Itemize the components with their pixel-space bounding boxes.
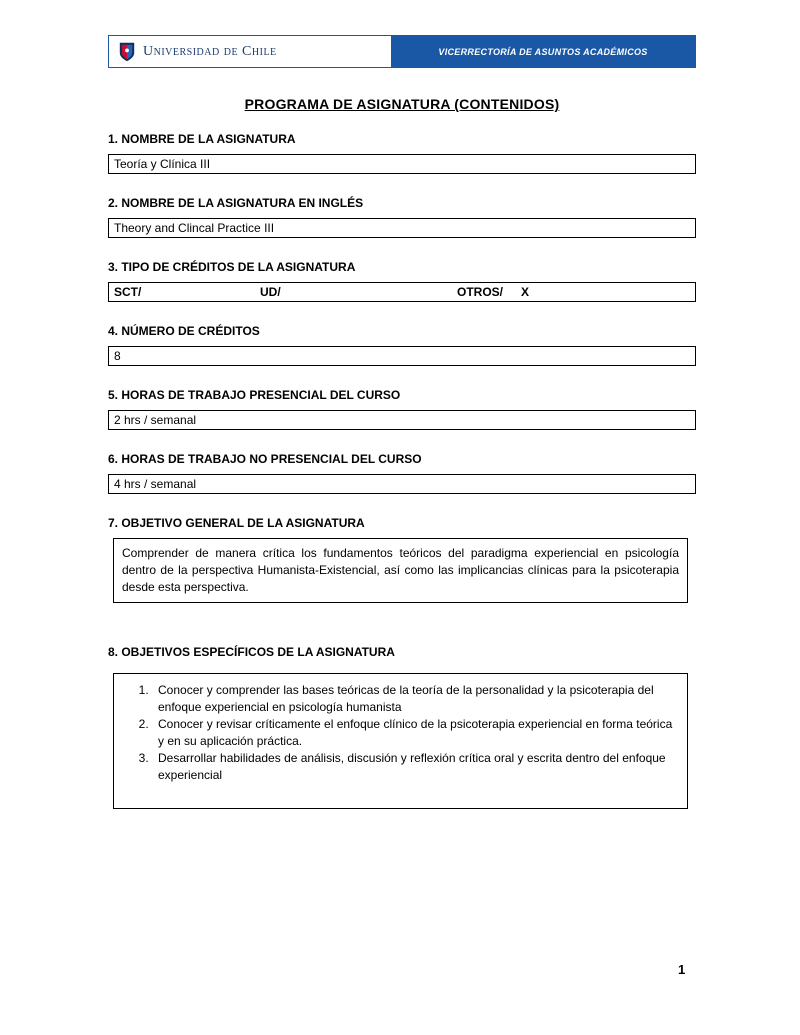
specific-objective-item: 1. Conocer y comprender las bases teóricas de la teoría de la personalidad y la psicoterapia del enfoque experiencial en psicología humanista [152, 682, 679, 716]
specific-objectives-list [122, 682, 679, 784]
page-title: PROGRAMA DE ASIGNATURA (CONTENIDOS) [244, 96, 560, 112]
field-credits-label: 4. NÚMERO DE CRÉDITOS [108, 324, 260, 338]
banner-vice-rectory-section [391, 36, 695, 67]
university-crest-icon [119, 42, 135, 62]
form-fields [108, 132, 696, 809]
field-objetivos-especificos-box [113, 673, 688, 809]
credit-sct-label: SCT/ [114, 285, 142, 299]
field-name-label: 1. NOMBRE DE LA ASIGNATURA [108, 132, 296, 146]
field-name-en-value-box: Theory and Clincal Practice III [108, 218, 696, 238]
field-name-en-label: 2. NOMBRE DE LA ASIGNATURA EN INGLÉS [108, 196, 364, 210]
credit-otros-value: X [521, 285, 530, 299]
specific-objective-item: 3. Desarrollar habilidades de análisis, discusión y reflexión crítica oral y escrita dentro del enfoque experiencial [152, 750, 679, 784]
credit-otros-label: OTROS/ [457, 285, 504, 299]
credit-ud-label: UD/ [260, 285, 281, 299]
field-credit-type-value-box [108, 282, 696, 302]
field-hours-presencial-value-box: 2 hrs / semanal [108, 410, 696, 430]
field-hours-no-presencial-label: 6. HORAS DE TRABAJO NO PRESENCIAL DEL CURSO [108, 452, 422, 466]
vice-rectory-title: VICERRECTORÍA DE ASUNTOS ACADÉMICOS [438, 46, 648, 57]
header-banner [108, 35, 696, 68]
field-credits-value-box: 8 [108, 346, 696, 366]
field-name-value-box: Teoría y Clínica III [108, 154, 696, 174]
page-number: 1 [678, 962, 686, 977]
banner-university-section [109, 36, 391, 67]
field-objetivo-general-label: 7. OBJETIVO GENERAL DE LA ASIGNATURA [108, 516, 365, 530]
field-objetivo-general-box: Comprender de manera crítica los fundamentos teóricos del paradigma experiencial en psicología dentro de la perspectiva Humanista-Existencial, así como las implicancias clínicas para la psicoterapia desde esta perspectiva. [113, 538, 688, 603]
field-hours-no-presencial-value-box: 4 hrs / semanal [108, 474, 696, 494]
field-credit-type-label: 3. TIPO DE CRÉDITOS DE LA ASIGNATURA [108, 260, 356, 274]
university-name: Universidad de Chile [143, 43, 277, 59]
field-hours-presencial-label: 5. HORAS DE TRABAJO PRESENCIAL DEL CURSO [108, 388, 401, 402]
field-objetivos-especificos-label: 8. OBJETIVOS ESPECÍFICOS DE LA ASIGNATURA [108, 645, 395, 659]
specific-objective-item: 2. Conocer y revisar críticamente el enfoque clínico de la psicoterapia experiencial en forma teórica y en su aplicación práctica. [152, 716, 679, 750]
